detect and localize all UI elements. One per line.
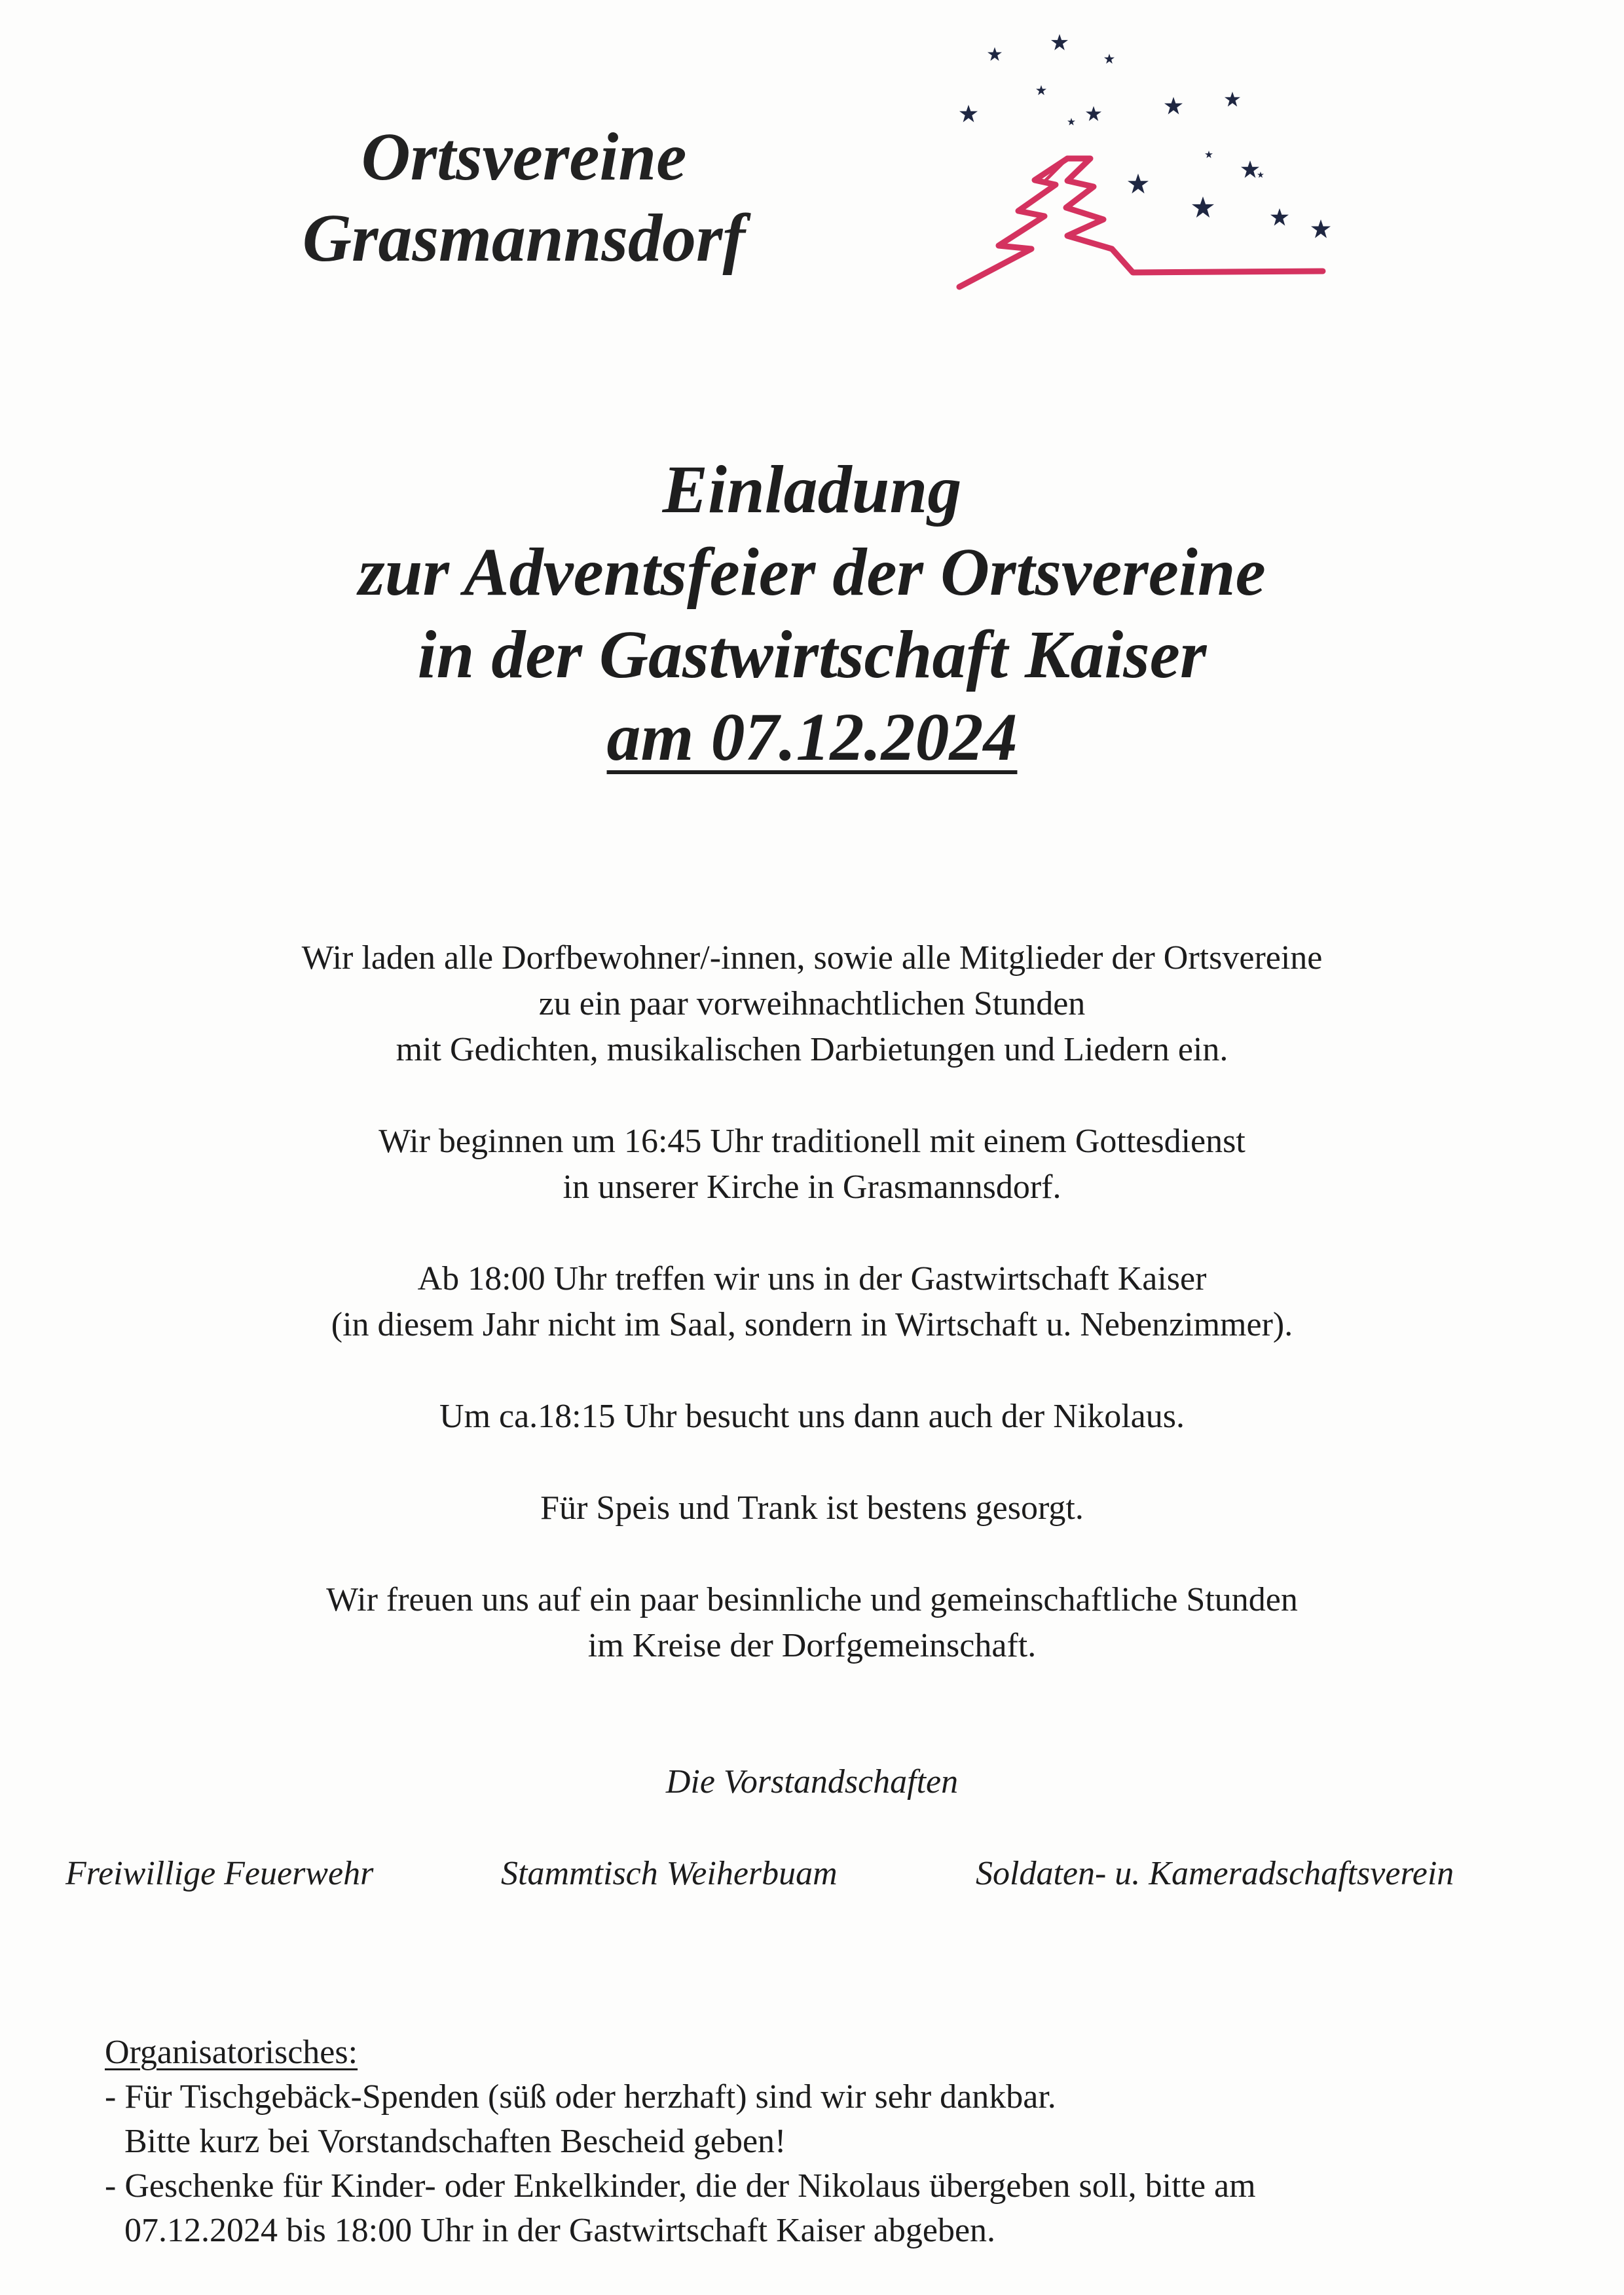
heading-line-event: zur Adventsfeier der Ortsvereine bbox=[358, 534, 1266, 610]
organization-title bbox=[249, 117, 799, 279]
heading-line-date-container bbox=[157, 696, 1467, 779]
paragraph-line: zu ein paar vorweihnachtlichen Stunden bbox=[538, 985, 1086, 1022]
signature-title: Die Vorstandschaften bbox=[665, 1763, 959, 1801]
paragraph-church-service bbox=[157, 1119, 1467, 1210]
club-kameradschaftsverein: Soldaten- u. Kameradschaftsverein bbox=[976, 1855, 1454, 1892]
paragraph-line: in unserer Kirche in Grasmannsdorf. bbox=[563, 1168, 1061, 1206]
club-stammtisch: Stammtisch Weiherbuam bbox=[501, 1855, 838, 1892]
paragraph-meeting bbox=[157, 1256, 1467, 1348]
heading-line-einladung: Einladung bbox=[662, 452, 962, 527]
paragraph-line: im Kreise der Dorfgemeinschaft. bbox=[587, 1627, 1037, 1664]
paragraph-food bbox=[157, 1485, 1467, 1531]
note-line: Bitte kurz bei Vorstandschaften Bescheid geben! bbox=[124, 2123, 786, 2160]
organisational-notes bbox=[105, 2030, 1545, 2253]
organization-title-line1: Ortsvereine bbox=[361, 119, 687, 195]
invitation-heading bbox=[157, 449, 1467, 779]
paragraph-invitation bbox=[157, 935, 1467, 1073]
paragraph-closing bbox=[157, 1577, 1467, 1669]
note-line: - Geschenke für Kinder- oder Enkelkinder, die der Nikolaus übergeben soll, bitte am bbox=[105, 2167, 1256, 2205]
heading-line-date: am 07.12.2024 bbox=[606, 700, 1018, 775]
club-feuerwehr: Freiwillige Feuerwehr bbox=[65, 1855, 374, 1892]
paragraph-line: Wir freuen uns auf ein paar besinnliche und gemeinschaftliche Stunden bbox=[326, 1581, 1298, 1618]
note-line: 07.12.2024 bis 18:00 Uhr in der Gastwirtschaft Kaiser abgeben. bbox=[124, 2212, 996, 2249]
paragraph-line: Ab 18:00 Uhr treffen wir uns in der Gastwirtschaft Kaiser bbox=[417, 1260, 1207, 1297]
paragraph-line: mit Gedichten, musikalischen Darbietungen und Liedern ein. bbox=[396, 1031, 1228, 1068]
organization-title-line2: Grasmannsdorf bbox=[302, 200, 746, 276]
paragraph-line: Für Speis und Trank ist bestens gesorgt. bbox=[540, 1489, 1084, 1527]
organisational-heading: Organisatorisches: bbox=[105, 2034, 358, 2071]
paragraph-line: (in diesem Jahr nicht im Saal, sondern in Wirtschaft u. Nebenzimmer). bbox=[331, 1306, 1293, 1343]
paragraph-line: Wir laden alle Dorfbewohner/-innen, sowie alle Mitglieder der Ortsvereine bbox=[301, 939, 1323, 977]
note-line: - Für Tischgebäck-Spenden (süß oder herzhaft) sind wir sehr dankbar. bbox=[105, 2078, 1056, 2116]
paragraph-line: Um ca.18:15 Uhr besucht uns dann auch der Nikolaus. bbox=[439, 1398, 1185, 1435]
paragraph-line: Wir beginnen um 16:45 Uhr traditionell mit einem Gottesdienst bbox=[378, 1123, 1246, 1160]
christmas-tree-with-stars-icon bbox=[871, 20, 1342, 308]
heading-line-venue: in der Gastwirtschaft Kaiser bbox=[417, 617, 1207, 692]
paragraph-nikolaus bbox=[157, 1394, 1467, 1440]
